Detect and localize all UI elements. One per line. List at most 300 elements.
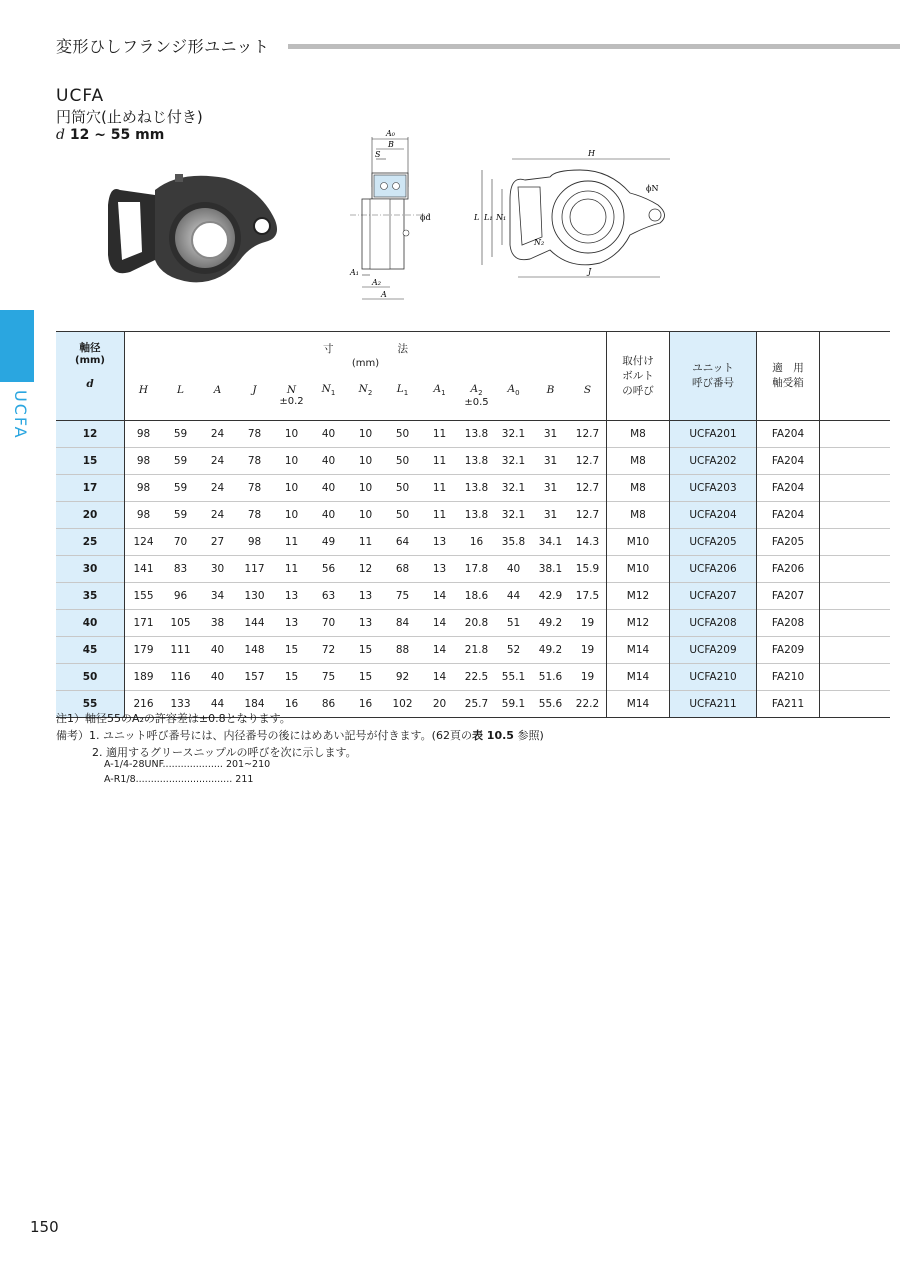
dim-value: 49 (310, 529, 347, 556)
dim-value: 14.3 (569, 529, 607, 556)
shaft-header (56, 332, 125, 421)
dim-value: 50 (384, 448, 421, 475)
dimension-table (56, 331, 890, 718)
label-j: J (588, 267, 592, 276)
dim-value: 13 (347, 610, 384, 637)
dim-value: 44 (199, 691, 236, 718)
table-row (56, 421, 890, 448)
housing-number: FA205 (757, 529, 820, 556)
dim-value: 13 (273, 583, 310, 610)
dim-tolerance: ±0.5 (464, 396, 489, 408)
section-title: 変形ひしフランジ形ユニット (56, 37, 270, 56)
dim-value: 31 (532, 502, 569, 529)
bolt-size: M14 (607, 637, 670, 664)
dim-col-header (273, 372, 310, 421)
shaft-diameter: 50 (56, 664, 125, 691)
dim-value: 31 (532, 421, 569, 448)
dim-value: 148 (236, 637, 273, 664)
dim-value: 32.1 (495, 502, 532, 529)
dim-value: 59 (162, 448, 199, 475)
dim-tolerance: ±0.2 (279, 395, 304, 407)
dim-value: 70 (310, 610, 347, 637)
dim-value: 32.1 (495, 448, 532, 475)
dim-value: 105 (162, 610, 199, 637)
dim-value: 15 (347, 664, 384, 691)
dim-value: 13.8 (458, 448, 495, 475)
dim-symbol: N (358, 382, 368, 395)
dim-symbol: N (286, 383, 297, 396)
dim-value: 14 (421, 664, 458, 691)
dim-value: 59 (162, 475, 199, 502)
dim-tolerance (199, 396, 236, 408)
unit-number: UCFA208 (670, 610, 757, 637)
table-row (56, 529, 890, 556)
dim-value: 40 (310, 448, 347, 475)
remark-2: 2. 適用するグリースニップルの呼びを次に示します。 (92, 746, 357, 759)
dim-tolerance (421, 397, 458, 409)
remark-1-text: 1. ユニット呼び番号には、内径番号の後にはめあい記号が付きます。(62頁の (89, 729, 472, 742)
shaft-diameter: 25 (56, 529, 125, 556)
dim-value: 78 (236, 502, 273, 529)
dim-value: 14 (421, 583, 458, 610)
dim-value: 51 (495, 610, 532, 637)
dim-col-header (569, 372, 607, 421)
dim-value: 19 (569, 664, 607, 691)
table-row (56, 502, 890, 529)
dim-value: 92 (384, 664, 421, 691)
dim-symbol: N (321, 382, 331, 395)
bolt-header-1: 取付け (622, 354, 654, 367)
dim-symbol: L (396, 382, 404, 395)
housing-number: FA204 (757, 475, 820, 502)
dim-value: 68 (384, 556, 421, 583)
blank-cell (820, 475, 891, 502)
dim-value: 12.7 (569, 448, 607, 475)
dim-value: 13 (347, 583, 384, 610)
shaft-diameter: 20 (56, 502, 125, 529)
dim-symbol: S (583, 383, 592, 396)
dim-value: 78 (236, 421, 273, 448)
header-rule (288, 44, 900, 49)
remark-1 (56, 727, 544, 744)
housing-number: FA206 (757, 556, 820, 583)
dim-value: 16 (273, 691, 310, 718)
dim-symbol: J (252, 383, 257, 396)
dim-value: 78 (236, 448, 273, 475)
dim-value: 42.9 (532, 583, 569, 610)
note-1: 注1）軸径55のA₂の許容差は±0.8となります。 (56, 712, 291, 725)
dim-value: 40 (199, 664, 236, 691)
dim-value: 35.8 (495, 529, 532, 556)
dim-value: 15 (273, 637, 310, 664)
dim-symbol: B (546, 383, 555, 396)
unit-header-2: 呼び番号 (692, 377, 734, 389)
label-phid: ϕd (420, 213, 431, 222)
shaft-diameter: 35 (56, 583, 125, 610)
dim-value: 10 (273, 421, 310, 448)
dim-tolerance (236, 396, 273, 408)
side-tab-label: UCFA (11, 390, 30, 440)
unit-header (670, 332, 757, 421)
remark-1-ref: 表 10.5 (471, 729, 514, 742)
dim-value: 78 (236, 475, 273, 502)
dim-value: 40 (310, 475, 347, 502)
dim-value: 31 (532, 475, 569, 502)
label-l1: L₁ (484, 213, 493, 222)
grease-value: 211 (235, 774, 254, 785)
range-value: 12 ~ 55 mm (69, 127, 165, 143)
dim-subscript: 0 (515, 388, 520, 397)
bolt-size: M10 (607, 529, 670, 556)
bolt-size: M14 (607, 691, 670, 718)
label-a: A (381, 290, 387, 299)
dimension-table-body (56, 421, 890, 718)
bolt-size: M14 (607, 664, 670, 691)
grease-name: A-1/4-28UNF (104, 759, 163, 770)
box-header-2: 軸受箱 (772, 377, 804, 389)
blank-cell (820, 691, 891, 718)
table-row (56, 475, 890, 502)
dim-col-header (421, 372, 458, 421)
dim-col-header (125, 372, 163, 421)
dim-value: 22.5 (458, 664, 495, 691)
shaft-header-symbol: d (86, 378, 94, 390)
label-phin: ϕN (646, 184, 659, 193)
remark-1-tail: 参照) (513, 729, 544, 742)
model-code: UCFA (56, 86, 105, 106)
grease-item (104, 772, 270, 787)
dim-col-header (532, 372, 569, 421)
blank-cell (820, 448, 891, 475)
dim-value: 98 (125, 475, 163, 502)
dim-value: 59.1 (495, 691, 532, 718)
shaft-diameter: 15 (56, 448, 125, 475)
dim-value: 75 (384, 583, 421, 610)
table-row (56, 610, 890, 637)
label-a0: A₀ (386, 129, 395, 138)
dim-subscript: 1 (403, 388, 409, 397)
dim-value: 96 (162, 583, 199, 610)
dimension-unit: (mm) (351, 358, 380, 370)
dim-value: 11 (421, 475, 458, 502)
dim-value: 44 (495, 583, 532, 610)
unit-number: UCFA202 (670, 448, 757, 475)
dim-value: 13.8 (458, 421, 495, 448)
dim-symbol: A (213, 383, 222, 396)
dim-value: 55.1 (495, 664, 532, 691)
dim-symbol: A (507, 382, 516, 395)
dim-value: 144 (236, 610, 273, 637)
dim-col-header (347, 372, 384, 421)
unit-number: UCFA206 (670, 556, 757, 583)
dim-value: 24 (199, 448, 236, 475)
blank-cell (820, 502, 891, 529)
dim-value: 189 (125, 664, 163, 691)
unit-number: UCFA207 (670, 583, 757, 610)
dim-value: 83 (162, 556, 199, 583)
dim-value: 32.1 (495, 421, 532, 448)
housing-number: FA209 (757, 637, 820, 664)
dim-value: 157 (236, 664, 273, 691)
dim-value: 10 (347, 421, 384, 448)
dim-value: 75 (310, 664, 347, 691)
bolt-header (607, 332, 670, 421)
dim-value: 15 (347, 637, 384, 664)
dim-value: 117 (236, 556, 273, 583)
dim-value: 24 (199, 421, 236, 448)
blank-cell (820, 529, 891, 556)
dim-value: 16 (458, 529, 495, 556)
bolt-size: M8 (607, 421, 670, 448)
remark-label: 備考） (56, 729, 89, 742)
dim-value: 98 (236, 529, 273, 556)
dim-symbol: H (138, 383, 149, 396)
dim-value: 27 (199, 529, 236, 556)
dim-value: 30 (199, 556, 236, 583)
bolt-size: M10 (607, 556, 670, 583)
dim-tolerance (532, 396, 569, 408)
dim-value: 50 (384, 502, 421, 529)
unit-number: UCFA209 (670, 637, 757, 664)
dim-value: 38.1 (532, 556, 569, 583)
dim-value: 34 (199, 583, 236, 610)
table-row (56, 637, 890, 664)
dim-value: 72 (310, 637, 347, 664)
dim-value: 17.8 (458, 556, 495, 583)
dim-col-header (162, 372, 199, 421)
dim-col-header (236, 372, 273, 421)
dimension-title-1: 寸 (323, 343, 334, 356)
page-number: 150 (30, 1218, 59, 1236)
dim-value: 59 (162, 502, 199, 529)
bolt-size: M8 (607, 448, 670, 475)
dim-value: 88 (384, 637, 421, 664)
dim-value: 63 (310, 583, 347, 610)
unit-number: UCFA203 (670, 475, 757, 502)
dim-col-header (458, 372, 495, 421)
dim-value: 11 (347, 529, 384, 556)
label-l: L (474, 213, 480, 222)
blank-cell (820, 637, 891, 664)
dim-tolerance (384, 397, 421, 409)
blank-cell (820, 664, 891, 691)
blank-column (820, 332, 891, 421)
dim-value: 98 (125, 421, 163, 448)
size-range (56, 127, 164, 143)
dim-value: 55.6 (532, 691, 569, 718)
housing-number: FA204 (757, 448, 820, 475)
dim-value: 24 (199, 502, 236, 529)
box-header (757, 332, 820, 421)
grease-value: 201~210 (225, 759, 271, 770)
grease-dots: ................................ (135, 774, 233, 785)
dim-value: 21.8 (458, 637, 495, 664)
dim-value: 141 (125, 556, 163, 583)
bolt-header-3: の呼び (622, 384, 654, 397)
dim-value: 10 (273, 448, 310, 475)
dim-value: 32.1 (495, 475, 532, 502)
dim-value: 84 (384, 610, 421, 637)
grease-dots: .................... (162, 759, 223, 770)
bolt-size: M8 (607, 475, 670, 502)
label-h: H (588, 149, 595, 158)
dim-col-header (310, 372, 347, 421)
dim-value: 155 (125, 583, 163, 610)
table-row (56, 448, 890, 475)
range-symbol: d (56, 127, 65, 143)
dim-value: 12 (347, 556, 384, 583)
dim-value: 179 (125, 637, 163, 664)
dim-value: 19 (569, 637, 607, 664)
dim-value: 14 (421, 610, 458, 637)
dim-value: 11 (421, 502, 458, 529)
outline-diagram (470, 145, 680, 285)
dim-value: 50 (384, 475, 421, 502)
shaft-diameter: 17 (56, 475, 125, 502)
dim-value: 10 (347, 475, 384, 502)
dim-value: 124 (125, 529, 163, 556)
bolt-header-2: ボルト (622, 369, 654, 382)
dim-tolerance (125, 396, 162, 408)
dim-value: 98 (125, 502, 163, 529)
dim-value: 13 (421, 556, 458, 583)
dim-value: 98 (125, 448, 163, 475)
dim-value: 18.6 (458, 583, 495, 610)
dim-value: 64 (384, 529, 421, 556)
blank-cell (820, 610, 891, 637)
dim-value: 49.2 (532, 637, 569, 664)
dim-value: 31 (532, 448, 569, 475)
dim-value: 11 (273, 556, 310, 583)
dim-value: 20 (421, 691, 458, 718)
dim-value: 116 (162, 664, 199, 691)
bore-type: 円筒穴(止めねじ付き) (56, 108, 203, 126)
dim-value: 40 (199, 637, 236, 664)
dim-value: 10 (347, 448, 384, 475)
label-n2: N₂ (534, 238, 545, 247)
dim-value: 13 (273, 610, 310, 637)
dim-value: 15.9 (569, 556, 607, 583)
dim-tolerance (310, 397, 347, 409)
dim-symbol: A (433, 382, 442, 395)
bolt-size: M12 (607, 583, 670, 610)
label-n1: N₁ (496, 213, 507, 222)
bolt-size: M8 (607, 502, 670, 529)
label-b: B (388, 140, 394, 149)
dim-value: 51.6 (532, 664, 569, 691)
shaft-header-unit: (mm) (75, 355, 105, 366)
dim-subscript: 2 (478, 388, 483, 397)
label-s: S (375, 150, 381, 159)
dim-value: 10 (347, 502, 384, 529)
table-row (56, 556, 890, 583)
dim-value: 20.8 (458, 610, 495, 637)
shaft-header-label: 軸径 (79, 342, 101, 354)
dim-value: 102 (384, 691, 421, 718)
dim-tolerance (495, 397, 532, 409)
unit-number: UCFA201 (670, 421, 757, 448)
dim-value: 216 (125, 691, 163, 718)
shaft-diameter: 40 (56, 610, 125, 637)
dim-col-header (384, 372, 421, 421)
blank-cell (820, 556, 891, 583)
dim-value: 70 (162, 529, 199, 556)
dimension-header (125, 332, 607, 357)
dim-value: 49.2 (532, 610, 569, 637)
dim-value: 11 (421, 448, 458, 475)
dim-value: 10 (273, 475, 310, 502)
dim-value: 16 (347, 691, 384, 718)
dimension-title-2: 法 (397, 343, 408, 356)
dim-value: 59 (162, 421, 199, 448)
box-header-1: 適 用 (772, 362, 804, 374)
grease-name: A-R1/8 (104, 774, 136, 785)
dim-value: 40 (310, 502, 347, 529)
dim-value: 13.8 (458, 475, 495, 502)
dim-value: 40 (495, 556, 532, 583)
dim-tolerance (569, 396, 606, 408)
dim-value: 171 (125, 610, 163, 637)
dim-subscript: 1 (330, 388, 336, 397)
blank-cell (820, 421, 891, 448)
housing-number: FA204 (757, 502, 820, 529)
housing-number: FA210 (757, 664, 820, 691)
dim-value: 38 (199, 610, 236, 637)
dim-value: 14 (421, 637, 458, 664)
dim-value: 10 (273, 502, 310, 529)
unit-number: UCFA210 (670, 664, 757, 691)
grease-item (104, 757, 270, 772)
dim-value: 86 (310, 691, 347, 718)
dim-value: 11 (273, 529, 310, 556)
section-diagram (340, 125, 440, 305)
dim-value: 56 (310, 556, 347, 583)
dim-subscript: 2 (367, 388, 373, 397)
bolt-size: M12 (607, 610, 670, 637)
dim-value: 11 (421, 421, 458, 448)
dim-value: 52 (495, 637, 532, 664)
dim-col-header (199, 372, 236, 421)
unit-number: UCFA211 (670, 691, 757, 718)
dim-value: 19 (569, 610, 607, 637)
unit-number: UCFA204 (670, 502, 757, 529)
blank-cell (820, 583, 891, 610)
dim-symbol: L (177, 383, 184, 396)
grease-list (104, 757, 270, 787)
label-a2: A₂ (372, 278, 381, 287)
shaft-diameter: 30 (56, 556, 125, 583)
dim-value: 17.5 (569, 583, 607, 610)
unit-header-1: ユニット (692, 362, 734, 374)
housing-number: FA204 (757, 421, 820, 448)
dim-value: 133 (162, 691, 199, 718)
housing-number: FA208 (757, 610, 820, 637)
unit-number: UCFA205 (670, 529, 757, 556)
dim-tolerance (347, 397, 384, 409)
notes (56, 710, 544, 761)
dim-value: 24 (199, 475, 236, 502)
dim-value: 34.1 (532, 529, 569, 556)
dim-value: 22.2 (569, 691, 607, 718)
dim-value: 130 (236, 583, 273, 610)
dim-value: 25.7 (458, 691, 495, 718)
dim-value: 15 (273, 664, 310, 691)
dim-value: 12.7 (569, 502, 607, 529)
dim-subscript: 1 (441, 388, 446, 397)
table-row (56, 664, 890, 691)
shaft-diameter: 55 (56, 691, 125, 718)
dim-value: 13.8 (458, 502, 495, 529)
